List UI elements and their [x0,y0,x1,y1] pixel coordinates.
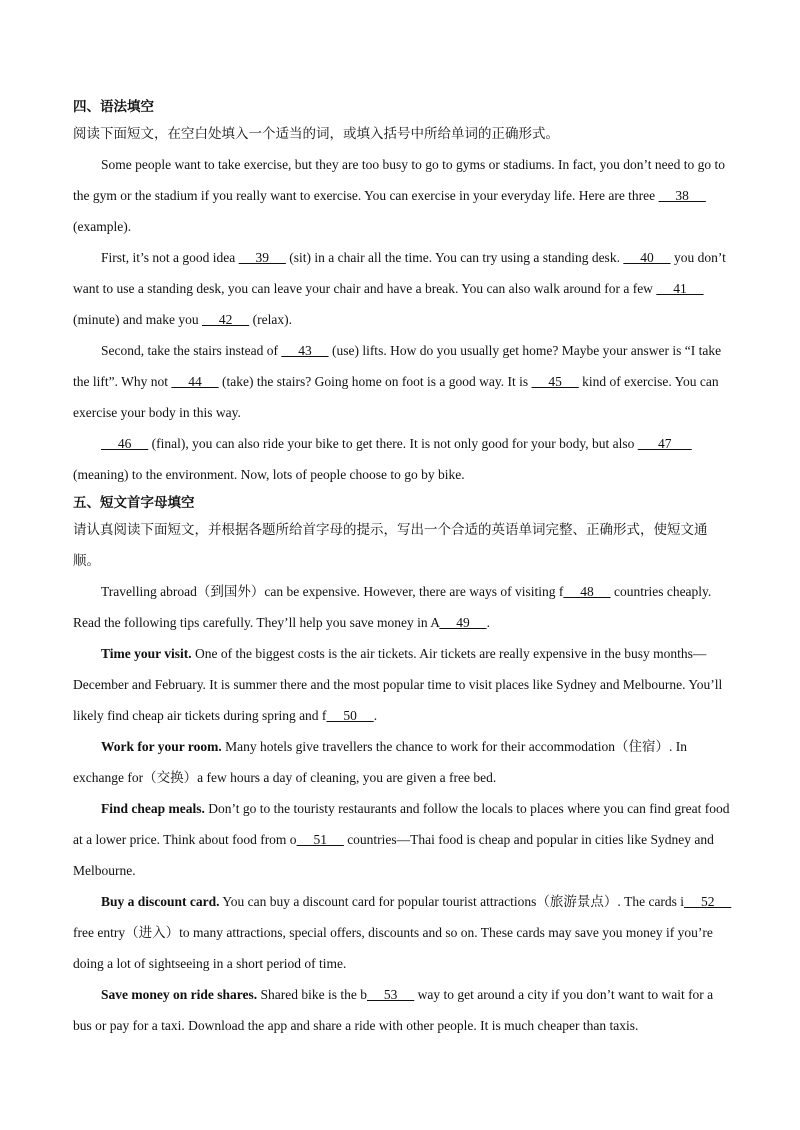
blank-53[interactable]: 53 [367,987,415,1002]
s4-paragraph-2 [73,242,733,335]
text: You can buy a discount card for popular tourist attractions（旅游景点）. The cards i [219,894,685,909]
blank-49[interactable]: 49 [439,615,487,630]
text: way to get around a city if you don’t want to wait for a bus or pay for a taxi. Download the app and share a ride with other people. It is much cheaper than taxis. [73,987,714,1033]
tip-title: Save money on ride shares. [101,987,258,1002]
blank-43[interactable]: 43 [281,343,329,358]
blank-38[interactable]: 38 [658,188,706,203]
text: you don’t want to use a standing desk, you can leave your chair and have a break. You can also walk around for a few [73,250,726,296]
section-5-heading: 五、短文首字母填空 [73,495,195,510]
blank-42[interactable]: 42 [201,312,250,327]
text: One of the biggest costs is the air tickets. Air tickets are really expensive in the busy months—December and February. It is summer there and the most popular time to visit places like Sydney and Melbourne. You’ll likely find cheap air tickets during spring and f [73,646,723,723]
s5-paragraph-1 [73,576,733,638]
text: . [373,708,378,723]
text: countries—Thai food is cheap and popular in cities like Sydney and Melbourne. [73,832,714,878]
s5-paragraph-2 [73,638,733,731]
text: (example). [73,219,132,234]
blank-48[interactable]: 48 [563,584,611,599]
tip-title: Buy a discount card. [101,894,220,909]
s5-paragraph-4 [73,793,733,886]
text: (sit) in a chair all the time. You can try using a standing desk. [285,250,624,265]
blank-46[interactable]: 46 [101,436,149,451]
text: (minute) and make you [73,312,202,327]
s4-paragraph-3 [73,335,733,428]
text: Second, take the stairs instead of [101,343,282,358]
text: kind of exercise. You can exercise your body in this way. [73,374,719,420]
text: (relax). [249,312,292,327]
text: Many hotels give travellers the chance to work for their accommodation（住宿）. In exchange for（交换）a few hours a day of cleaning, you are given a free bed. [73,739,687,785]
text: (take) the stairs? Going home on foot is a good way. It is [218,374,532,389]
text: First, it’s not a good idea [101,250,239,265]
text: Shared bike is the b [257,987,367,1002]
blank-40[interactable]: 40 [623,250,671,265]
tip-title: Work for your room. [101,739,222,754]
blank-47[interactable]: 47 [637,436,692,451]
text: free entry（进入）to many attractions, special offers, discounts and so on. These cards may save you money if you’re doing a lot of sightseeing in a short period of time. [73,925,713,971]
s5-paragraph-3 [73,731,733,793]
s4-paragraph-1 [73,149,733,242]
text: Travelling abroad（到国外）can be expensive. However, there are ways of visiting f [101,584,564,599]
text: Some people want to take exercise, but they are too busy to go to gyms or stadiums. In fact, you don’t need to go to the gym or the stadium if you really want to exercise. You can exercise in your everyday life. Here are three [73,157,725,203]
section-4-heading: 四、语法填空 [73,99,154,114]
section-5-instruction: 请认真阅读下面短文，并根据各题所给首字母的提示，写出一个合适的英语单词完整、正确形式，使短文通顺。 [73,522,708,568]
blank-41[interactable]: 41 [656,281,704,296]
tip-title: Time your visit. [101,646,192,661]
s5-paragraph-6 [73,979,733,1041]
text: . [486,615,490,630]
blank-39[interactable]: 39 [238,250,286,265]
text: (meaning) to the environment. Now, lots of people choose to go by bike. [73,467,465,482]
section-4-instruction: 阅读下面短文，在空白处填入一个适当的词，或填入括号中所给单词的正确形式。 [73,126,559,141]
blank-50[interactable]: 50 [326,708,374,723]
blank-44[interactable]: 44 [171,374,219,389]
text: (use) lifts. How do you usually get home? Maybe your answer is “I take the lift”. Why not [73,343,722,389]
text: Don’t go to the touristy restaurants and follow the locals to places where you can find great food at a lower price. Think about food from o [73,801,730,847]
text: countries cheaply. Read the following tips carefully. They’ll help you save money in A [73,584,712,630]
tip-title: Find cheap meals. [101,801,205,816]
blank-45[interactable]: 45 [531,374,579,389]
s5-paragraph-5 [73,886,733,979]
s4-paragraph-4 [73,428,733,490]
blank-51[interactable]: 51 [296,832,344,847]
worksheet-page [73,96,733,1041]
blank-52[interactable]: 52 [684,894,732,909]
text: (final), you can also ride your bike to get there. It is not only good for your body, but also [148,436,638,451]
